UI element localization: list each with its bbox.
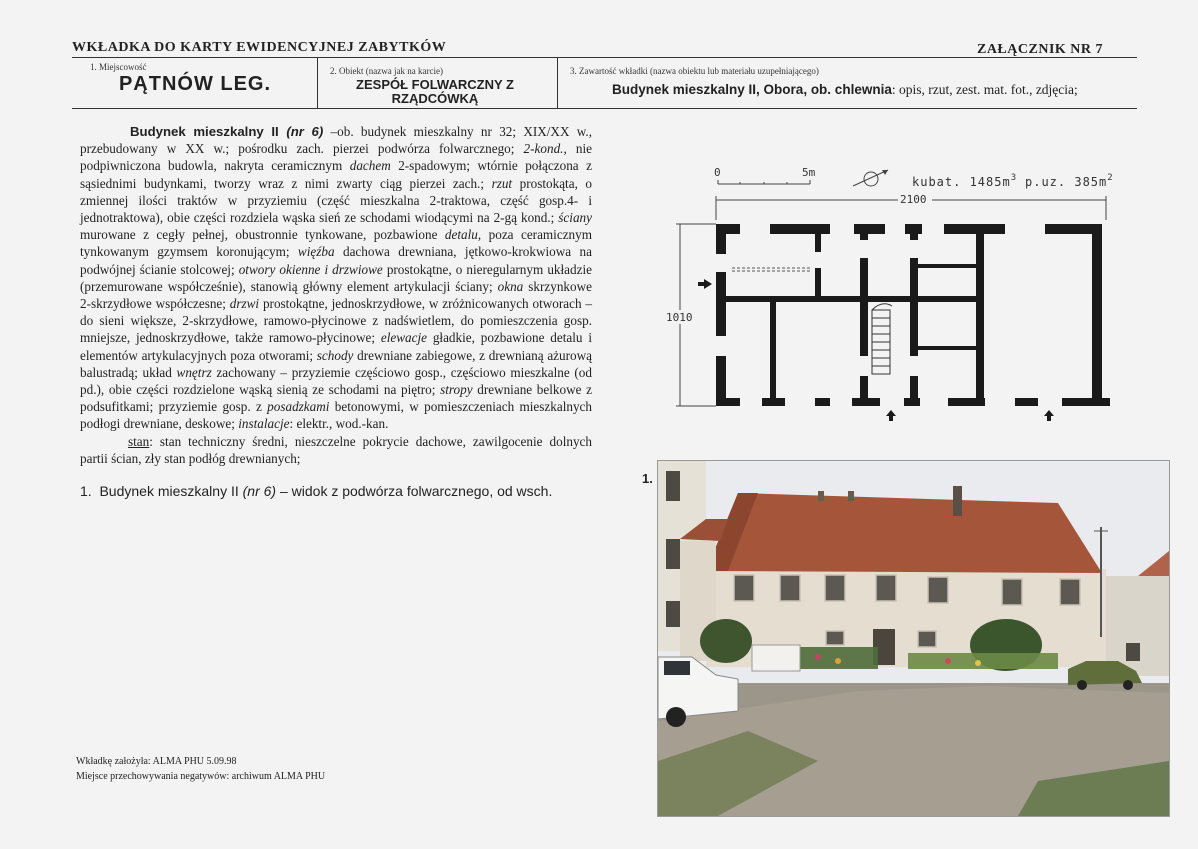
building-description — [80, 123, 592, 467]
description-term: elewacje — [380, 330, 427, 346]
photo-list-number: 1. — [80, 483, 92, 499]
entrance-arrow-icon — [698, 279, 712, 289]
stairs-icon — [872, 304, 892, 374]
annex-number: ZAŁĄCZNIK NR 7 — [976, 42, 1103, 57]
svg-text:kubat. 1485m3 — [912, 173, 1017, 189]
card-title: WKŁADKA DO KARTY EWIDENCYJNEJ ZABYTKÓW — [72, 40, 447, 55]
svg-text:p.uz. 385m2 — [1025, 173, 1114, 189]
description-term: 2-kond. — [523, 141, 564, 157]
north-arrow-icon — [853, 170, 888, 186]
description-text: , poza ceramicznym tynkowanym gzymsem koronującym; — [80, 227, 592, 260]
main-building-roof — [706, 493, 1102, 573]
description-term: posadzkami — [267, 399, 330, 415]
photo-list-item — [80, 483, 552, 499]
description-text: drewniane zabiegowe, z drewnianą ażurową balustradą; układ — [80, 347, 592, 380]
description-text: drewniane belkowe z podsufitkami; przyziemie gosp. z — [80, 382, 593, 415]
scale-end: 5m — [802, 166, 816, 179]
scale-zero: 0 — [714, 166, 721, 179]
description-term: dachem — [349, 158, 391, 174]
utility-pole — [1100, 527, 1102, 637]
description-text: skrzynkowe 2-skrzydłowe współczesne; — [80, 278, 592, 312]
plan-openings — [716, 224, 1062, 406]
header-bottom-rule — [72, 108, 1137, 109]
description-term: instalacje — [238, 416, 290, 432]
description-term: schody — [316, 347, 354, 363]
photo-number: 1. — [642, 471, 653, 486]
building-photo — [657, 460, 1170, 817]
entrance-arrow-icon — [1044, 410, 1054, 421]
state-label: stan — [128, 433, 150, 449]
shrub — [700, 619, 752, 663]
chimney — [953, 486, 962, 516]
created-by: Wkładkę założyła: ALMA PHU 5.09.98 — [76, 756, 237, 767]
usable-area: p.uz. 385m — [1025, 175, 1108, 189]
description-text: , nie podpiwniczona budowla, nakryta ceramicznym — [80, 141, 592, 174]
object-label: 2. Obiekt (nazwa jak na karcie) — [330, 66, 443, 76]
cubature: kubat. 1485m — [912, 175, 1011, 189]
description-term: detalu — [444, 227, 478, 243]
photo-list-text: Budynek mieszkalny II — [99, 483, 243, 499]
content-value-bold: Budynek mieszkalny II, Obora, ob. chlewnia — [612, 82, 892, 97]
description-term: rzut — [491, 175, 513, 191]
description-term: drzwi — [229, 296, 260, 312]
state-text: : stan techniczny średni, nieszczelne pokrycie dachowe, zawilgocenie dolnych partii ścian, zły stan podłóg drewnianych; — [80, 433, 592, 466]
photo-list-number-italic: (nr 6) — [242, 483, 277, 499]
description-text: : elektr., wod.-kan. — [289, 416, 389, 432]
cubature-exp: 3 — [1010, 173, 1018, 183]
description-term: wnętrz — [176, 364, 212, 380]
description-text: dachowa drewniana, jętkowo-krokwiowa na podwójnej ścianie stolcowej; — [80, 244, 592, 277]
description-text: betonowymi, w pomieszczeniach mieszkalnych podłogi drewniane, deskowe; — [80, 399, 593, 432]
description-heading-number: (nr 6) — [286, 124, 324, 139]
description-term: więźba — [297, 244, 335, 260]
description-term: okna — [497, 278, 524, 294]
description-text: –ob. budynek mieszkalny nr 32; XIX/XX w., przebudowany w XX w.; pośrodku zach. pierzei podwórza folwarcznego; — [80, 124, 592, 157]
width-dimension: 2100 — [900, 193, 927, 206]
description-text: zachowany – przyziemie częściowo gosp., częściowo mieszkalne (od pd.), obie części rozdzielone wąską sienią ze schodami na piętro; — [80, 364, 592, 398]
location-label: 1. Miejscowość — [90, 62, 147, 72]
description-text: 2-spadowym; wtórnie połączona z sąsiednimi budynkami, tworzy wraz z nimi zwarty ciąg pierzei zach.; — [80, 158, 592, 191]
description-text: prostokątne, jednoskrzydłowe, w zróżnicowanych otworach – do sieni większe, 2-skrzydłowe, ramowo-płycinowe z nadświetlem, do pomieszczenia gosp. mniejsze, jednoskrzydłowe, także ramowo-płycinowe; — [80, 296, 592, 346]
photo-list-rest: – widok z podwórza folwarcznego, od wsch. — [276, 483, 553, 499]
location-value: PĄTNÓW LEG. — [118, 73, 272, 95]
field-divider-1 — [317, 58, 318, 108]
content-label: 3. Zawartość wkładki (nazwa obiektu lub materiału uzupełniającego) — [570, 66, 819, 76]
negative-storage: Miejsce przechowywania negatywów: archiwum ALMA PHU — [76, 771, 326, 782]
entrance-arrow-icon — [886, 410, 896, 421]
description-text: prostokąta, o zmiennej ilości traktów w przyziemiu (część mieszkalna 2-traktowa, część gosp.4- i jednotraktowa), obie części rozdziela wąska sień ze schodami wiodącymi na 2-gą kond.; — [80, 175, 592, 226]
notice-board — [752, 645, 800, 671]
description-text: murowane z cegły pełnej, obustronnie tynkowane, pozbawione — [80, 227, 445, 243]
description-term: ściany — [558, 210, 592, 226]
description-text: gładkie, pozbawione detalu i elementów artykulacyjnych poza otworami; — [80, 330, 592, 363]
field-divider-2 — [557, 58, 558, 108]
description-heading: Budynek mieszkalny II — [130, 124, 287, 139]
usable-area-exp: 2 — [1107, 173, 1114, 183]
content-value-rest: : opis, rzut, zest. mat. fot., zdjęcia; — [891, 82, 1078, 97]
header-top-rule — [72, 57, 1137, 58]
description-text: prostokątne, o nieregularnym układzie (przemurowane współcześnie), stanowią główny element artykulacji ściany; — [80, 261, 592, 294]
depth-dimension: 1010 — [666, 311, 693, 324]
description-term: otwory okienne i drzwiowe — [238, 261, 383, 277]
description-term: stropy — [440, 382, 473, 398]
floor-plan — [660, 160, 1130, 430]
object-value: ZESPÓŁ FOLWARCZNY Z RZĄDCÓWKĄ — [356, 77, 514, 106]
content-value — [612, 82, 1078, 98]
